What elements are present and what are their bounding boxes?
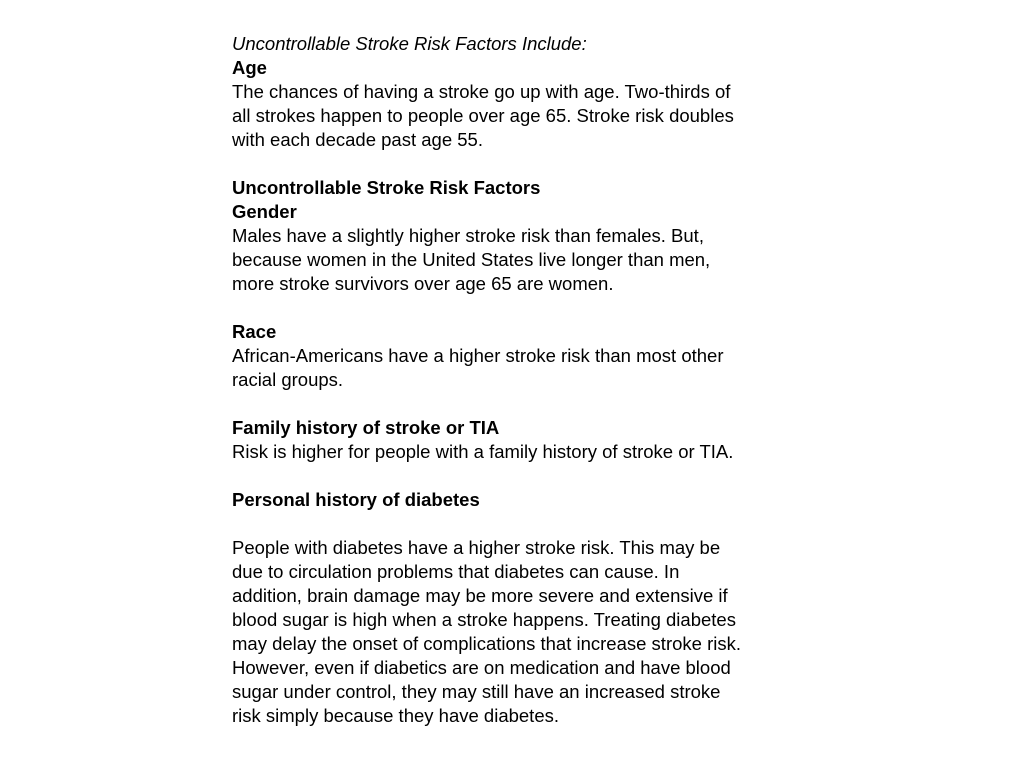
age-line: all strokes happen to people over age 65. Stroke risk doubles [232, 105, 734, 126]
spacer [232, 296, 792, 320]
spacer [232, 464, 792, 488]
diabetes-line: risk simply because they have diabetes. [232, 705, 560, 726]
intro-heading: Uncontrollable Stroke Risk Factors Include: [232, 33, 587, 54]
spacer [232, 392, 792, 416]
diabetes-line: blood sugar is high when a stroke happens. Treating diabetes [232, 609, 736, 630]
section-age [232, 56, 792, 152]
diabetes-heading: Personal history of diabetes [232, 489, 480, 510]
section-diabetes [232, 488, 792, 728]
family-history-line: Risk is higher for people with a family history of stroke or TIA. [232, 441, 734, 462]
section-race [232, 320, 792, 392]
race-line: racial groups. [232, 369, 344, 390]
race-heading: Race [232, 321, 277, 342]
factors-heading: Uncontrollable Stroke Risk Factors [232, 177, 541, 198]
gender-line: because women in the United States live longer than men, [232, 249, 711, 270]
gender-line: more stroke survivors over age 65 are women. [232, 273, 614, 294]
text-body [232, 32, 792, 728]
age-line: The chances of having a stroke go up with age. Two-thirds of [232, 81, 731, 102]
spacer [232, 512, 792, 536]
section-gender [232, 200, 792, 296]
diabetes-line: may delay the onset of complications that increase stroke risk. [232, 633, 741, 654]
spacer [232, 152, 792, 176]
gender-line: Males have a slightly higher stroke risk than females. But, [232, 225, 704, 246]
diabetes-line: People with diabetes have a higher stroke risk. This may be [232, 537, 721, 558]
diabetes-line: addition, brain damage may be more severe and extensive if [232, 585, 728, 606]
race-line: African-Americans have a higher stroke risk than most other [232, 345, 724, 366]
diabetes-line: However, even if diabetics are on medication and have blood [232, 657, 731, 678]
family-history-heading: Family history of stroke or TIA [232, 417, 500, 438]
diabetes-line: sugar under control, they may still have an increased stroke [232, 681, 721, 702]
age-line: with each decade past age 55. [232, 129, 483, 150]
section-family-history [232, 416, 792, 464]
age-heading: Age [232, 57, 267, 78]
diabetes-line: due to circulation problems that diabetes can cause. In [232, 561, 680, 582]
gender-heading: Gender [232, 201, 297, 222]
